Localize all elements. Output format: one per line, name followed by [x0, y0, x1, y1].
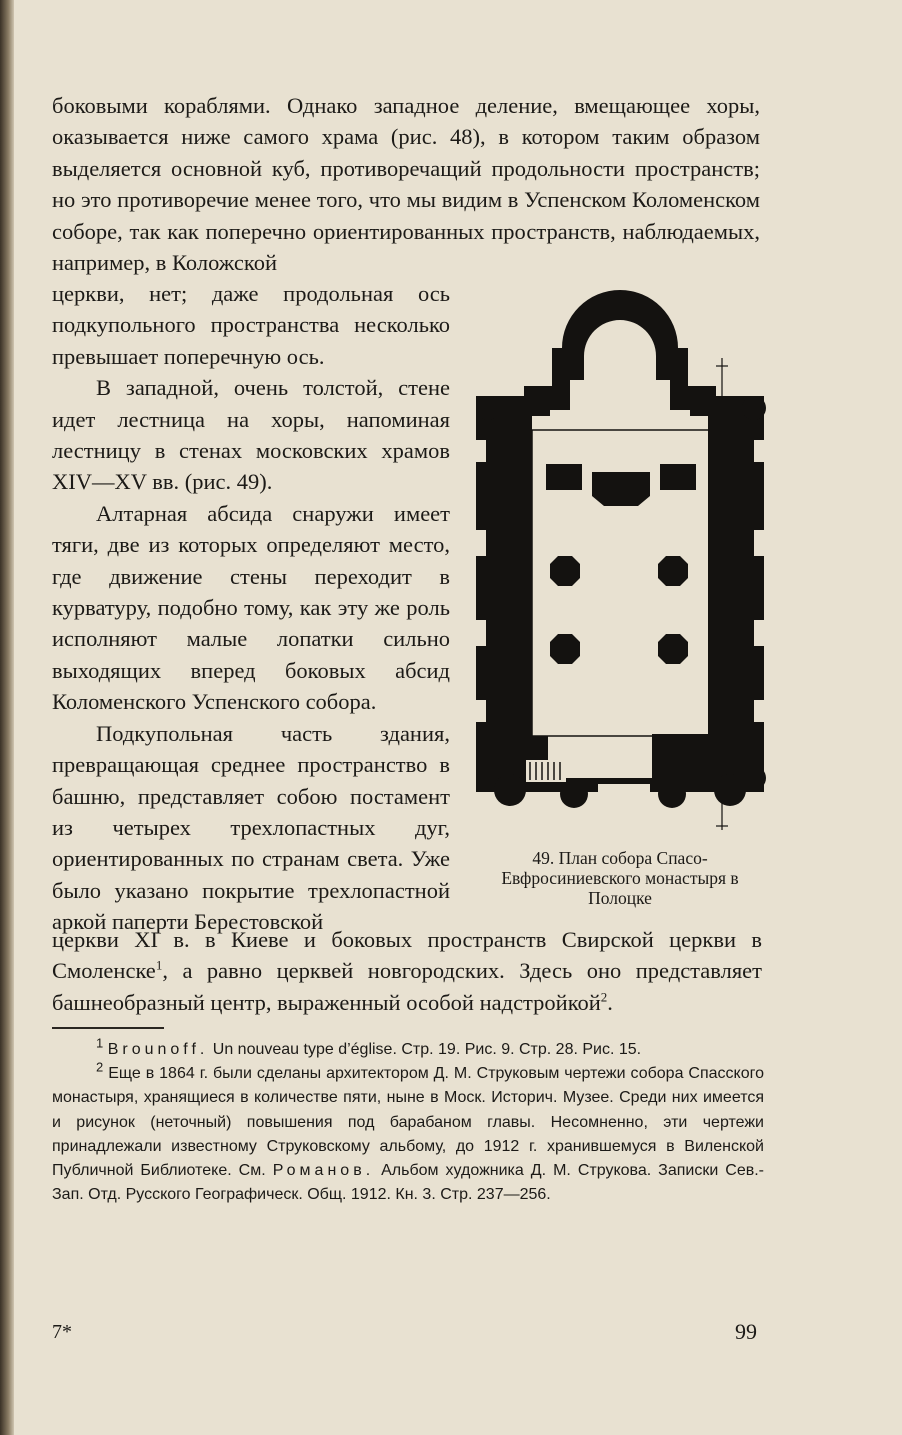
signature-mark: 7*	[52, 1321, 72, 1343]
paragraph-dome-tail	[52, 924, 762, 1018]
paragraph-staircase: В западной, очень толстой, стене идет лестница на хоры, напоминая лестницу в стенах московских храмов XIV—XV вв. (рис. 49).	[52, 375, 450, 495]
footnote-2	[52, 1059, 765, 1207]
tail-text-b: , а равно церквей новгородских. Здесь оно представляет башнеобразный центр, выраженный особой надстройкой	[52, 958, 762, 1015]
footnote-2-text-a: Еще в 1864 г. были сделаны архитектором Д. М. Струковым чертежи собора Спасского монастыря, хранящиеся в количестве пяти, ныне в Моск. Историч. Музее. Среди них имеется и рисунок (неточный) повышения под барабаном главы. Несомненно, эти чертежи принадлежали известному Струковскому альбому, до 1912 г. хранившемуся в Виленской Публичной Библиотеке. См.	[52, 1065, 764, 1180]
footnote-2-text-b: Альбом художника Д. М. Струкова. Записки Сев.-Зап. Отд. Русского Географическ. Общ. 1912. Кн. 3. Стр. 237—256.	[52, 1162, 765, 1204]
footnote-2-author: Романов.	[272, 1162, 375, 1180]
footnote-ref-1[interactable]: 1	[155, 957, 163, 973]
tail-text-a: церкви XI в. в Киеве и боковых пространств Свирской церкви в Смоленске	[52, 927, 762, 984]
book-page	[14, 0, 902, 1435]
page-number: 99	[735, 1319, 757, 1344]
footnote-1	[52, 1035, 764, 1062]
tail-text-c: .	[607, 989, 613, 1015]
text-column-left	[52, 278, 450, 938]
footnote-1-number: 1	[96, 1035, 104, 1051]
footnote-1-text: Un nouveau type d’église. Стр. 19. Рис. 9. Стр. 28. Рис. 15.	[208, 1041, 642, 1058]
floor-plan-figure	[466, 290, 776, 835]
paragraph-top: боковыми кораблями. Однако западное деление, вмещающее хоры, оказывается ниже самого храма (рис. 48), в котором таким образом выделяется основной куб, противоречащий продольности пространств; но это противоречие менее того, что мы видим в Успенском Коломенском соборе, так как поперечно ориентированных пространств, наблюдаемых, например, в Коложской	[52, 93, 760, 276]
figure-caption: 49. План собора Спасо-Евфросиниевского монастыря в Полоцке	[501, 848, 739, 908]
paragraph-continuation: церкви, нет; даже продольная ось подкупольного пространства несколько превышает поперечную ось.	[52, 281, 450, 369]
footnote-2-number: 2	[96, 1059, 104, 1075]
footnote-ref-2[interactable]: 2	[600, 989, 608, 1005]
book-spine-edge	[0, 0, 14, 1435]
paragraph-dome: Подкупольная часть здания, превращающая среднее пространство в башню, представляет собою постамент из четырех трехлопастных дуг, ориентированных по странам света. Уже было указано покрытие трехлопастной аркой паперти Берестовской	[52, 720, 450, 935]
footnote-1-author: Brounoff.	[107, 1041, 209, 1058]
paragraph-apse: Алтарная абсида снаружи имеет тяги, две из которых определяют место, где движение стены переходит в курватуру, подобно тому, как эту же роль исполняют малые лопатки сильно выходящих вперед боковых абсид Коломенского Успенского собора.	[52, 500, 450, 715]
footnotes	[52, 1035, 765, 1207]
footnote-divider	[52, 1027, 164, 1029]
